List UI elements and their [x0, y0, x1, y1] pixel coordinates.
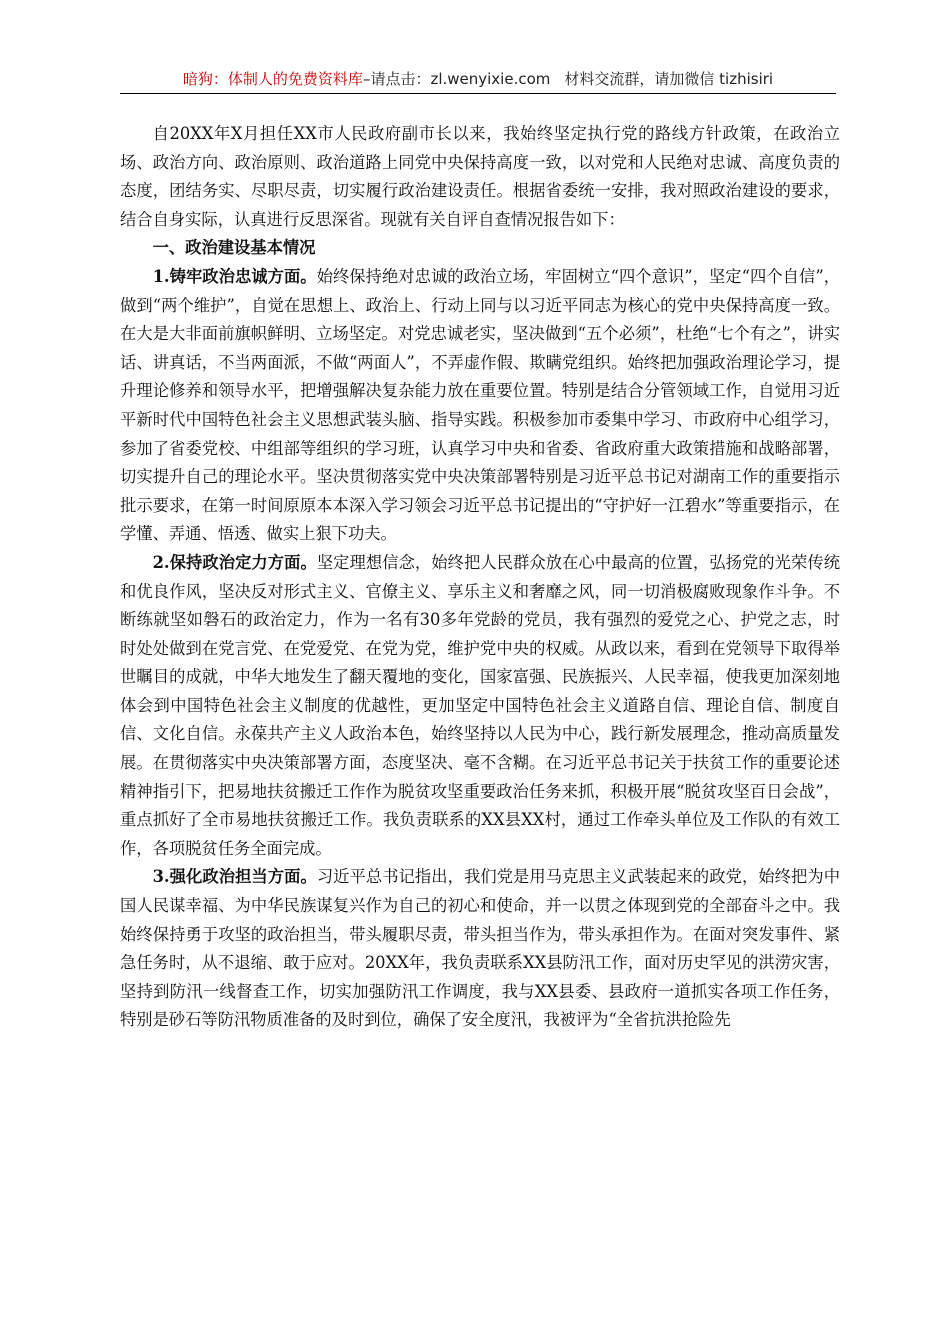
section-heading: 一、政治建设基本情况: [152, 238, 316, 258]
header-divider: [120, 93, 836, 94]
item-title: 1.铸牢政治忠诚方面。: [152, 266, 317, 286]
wechat-note: 材料交流群，请加微信 tizhisiri: [564, 70, 774, 88]
page-header: [120, 68, 836, 90]
item-paragraph: [120, 263, 840, 549]
intro-paragraph: 自20XX年X月担任XX市人民政府副市长以来，我始终坚定执行党的路线方针政策，在政治立场、政治方向、政治原则、政治道路上同党中央保持高度一致，以对党和人民绝对忠诚、高度负责的态度，团结务实、尽职尽责，切实履行政治建设责任。根据省委统一安排，我对照政治建设的要求，结合自身实际，认真进行反思深省。现就有关自评自查情况报告如下：: [120, 124, 840, 229]
click-prefix: –请点击：: [362, 70, 431, 88]
item-title: 2.保持政治定力方面。: [152, 552, 317, 572]
site-link[interactable]: zl.wenyixie.com: [430, 70, 551, 88]
document-body: [120, 120, 840, 1035]
item-title: 3.强化政治担当方面。: [152, 867, 317, 887]
item-paragraph: [120, 863, 840, 1035]
item-text: 习近平总书记指出，我们党是用马克思主义武装起来的政党，始终把为中国人民谋幸福、为中华民族谋复兴作为自己的初心和使命，并一以贯之体现到党的全部奋斗之中。我始终保持勇于攻坚的政治担当，带头履职尽责，带头担当作为，带头承担作为。在面对突发事件、紧急任务时，从不退缩、敢于应对。20XX年，我负责联系XX县防汛工作，面对历史罕见的洪涝灾害，坚持到防汛一线督查工作，切实加强防汛工作调度，我与XX县委、县政府一道抓实各项工作任务，特别是砂石等防汛物质准备的及时到位，确保了安全度汛，我被评为“全省抗洪抢险先: [120, 867, 840, 1030]
brand-text: 暗狗：体制人的免费资料库: [182, 70, 363, 88]
item-text: 坚定理想信念，始终把人民群众放在心中最高的位置，弘扬党的光荣传统和优良作风，坚决反对形式主义、官僚主义、享乐主义和奢靡之风，同一切消极腐败现象作斗争。不断练就坚如磐石的政治定力，作为一名有30多年党龄的党员，我有强烈的爱党之心、护党之志，时时处处做到在党言党、在党爱党、在党为党，维护党中央的权威。从政以来，看到在党领导下取得举世瞩目的成就，中华大地发生了翻天覆地的变化，国家富强、民族振兴、人民幸福，使我更加深刻地体会到中国特色社会主义制度的优越性，更加坚定中国特色社会主义道路自信、理论自信、制度自信、文化自信。永葆共产主义人政治本色，始终坚持以人民为中心，践行新发展理念，推动高质量发展。在贯彻落实中央决策部署方面，态度坚决、毫不含糊。在习近平总书记关于扶贫工作的重要论述精神指引下，把易地扶贫搬迁工作作为脱贫攻坚重要政治任务来抓，积极开展“脱贫攻坚百日会战”，重点抓好了全市易地扶贫搬迁工作。我负责联系的XX县XX村，通过工作牵头单位及工作队的有效工作，各项脱贫任务全面完成。: [120, 552, 840, 858]
item-paragraph: [120, 549, 840, 864]
item-text: 始终保持绝对忠诚的政治立场，牢固树立“四个意识”，坚定“四个自信”，做到“两个维护”，自觉在思想上、政治上、行动上同与以习近平同志为核心的党中央保持高度一致。在大是大非面前旗帜鲜明、立场坚定。对党忠诚老实，坚决做到“五个必须”，杜绝“七个有之”，讲实话、讲真话，不当两面派，不做“两面人”，不弄虚作假、欺瞒党组织。始终把加强政治理论学习，提升理论修养和领导水平，把增强解决复杂能力放在重要位置。特别是结合分管领域工作，自觉用习近平新时代中国特色社会主义思想武装头脑、指导实践。积极参加市委集中学习、市政府中心组学习，参加了省委党校、中组部等组织的学习班，认真学习中央和省委、省政府重大政策措施和战略部署，切实提升自己的理论水平。坚决贯彻落实党中央决策部署特别是习近平总书记对湖南工作的重要指示批示要求，在第一时间原原本本深入学习领会习近平总书记提出的“守护好一江碧水”等重要指示，在学懂、弄通、悟透、做实上狠下功夫。: [120, 266, 840, 544]
